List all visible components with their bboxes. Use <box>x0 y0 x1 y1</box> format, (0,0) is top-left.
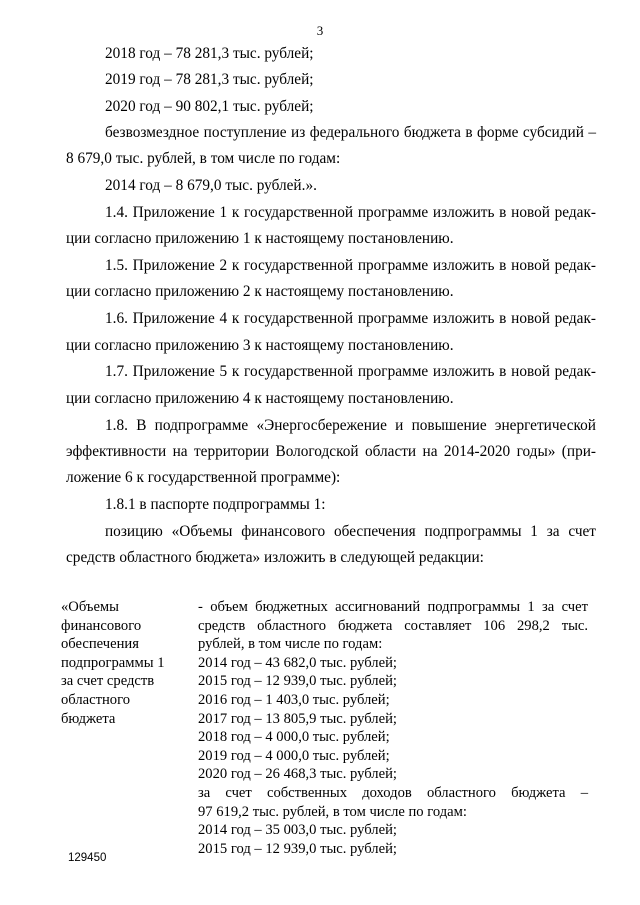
right-cell-line: 2020 год – 26 468,3 тыс. рублей; <box>198 766 397 783</box>
right-cell-line: средств областного бюджета составляет 106 298,2 тыс. <box>198 617 588 634</box>
table-right-cell <box>198 598 588 858</box>
right-cell-line: 97 619,2 тыс. рублей, в том числе по годам: <box>198 803 467 820</box>
paragraph-line: ложение 6 к государственной программе): <box>66 469 341 486</box>
paragraph-line: эффективности на территории Вологодской области на 2014-2020 годы» (при- <box>66 443 596 460</box>
right-cell-line: 2014 год – 35 003,0 тыс. рублей; <box>198 822 397 839</box>
right-cell-line: 2019 год – 4 000,0 тыс. рублей; <box>198 747 390 764</box>
paragraph-line: 2018 год – 78 281,3 тыс. рублей; <box>105 45 314 62</box>
paragraph-line: позицию «Объемы финансового обеспечения подпрограммы 1 за счет <box>105 523 596 540</box>
paragraph-line: 1.6. Приложение 4 к государственной программе изложить в новой редак- <box>105 310 596 327</box>
left-cell-line: обеспечения <box>61 636 139 653</box>
paragraph-line: 1.8. В подпрограмме «Энергосбережение и повышение энергетической <box>105 417 596 434</box>
right-cell-line: 2015 год – 12 939,0 тыс. рублей; <box>198 840 397 857</box>
right-cell-line: 2016 год – 1 403,0 тыс. рублей; <box>198 691 390 708</box>
left-cell-line: бюджета <box>61 710 116 727</box>
paragraph-line: 1.8.1 в паспорте подпрограммы 1: <box>105 496 326 513</box>
right-cell-line: 2014 год – 43 682,0 тыс. рублей; <box>198 654 397 671</box>
table-left-cell <box>61 598 189 728</box>
paragraph-line: 1.5. Приложение 2 к государственной программе изложить в новой редак- <box>105 257 596 274</box>
paragraph-line: ции согласно приложению 1 к настоящему постановлению. <box>66 230 454 247</box>
right-cell-line: 2017 год – 13 805,9 тыс. рублей; <box>198 710 397 727</box>
paragraph-line: ции согласно приложению 3 к настоящему постановлению. <box>66 337 454 354</box>
paragraph-line: ции согласно приложению 2 к настоящему постановлению. <box>66 283 454 300</box>
paragraph-line: средств областного бюджета» изложить в следующей редакции: <box>66 549 484 566</box>
left-cell-line: финансового <box>61 617 142 634</box>
paragraph-line: 2020 год – 90 802,1 тыс. рублей; <box>105 98 314 115</box>
paragraph-line: 2019 год – 78 281,3 тыс. рублей; <box>105 71 314 88</box>
left-cell-line: областного <box>61 691 130 708</box>
page-number: 3 <box>316 23 324 38</box>
left-cell-line: за счет средств <box>61 673 155 690</box>
paragraph-line: 8 679,0 тыс. рублей, в том числе по годам: <box>66 150 341 167</box>
right-cell-line: - объем бюджетных ассигнований подпрограммы 1 за счет <box>198 599 588 615</box>
paragraph-line: безвозмездное поступление из федерального бюджета в форме субсидий – <box>105 124 596 141</box>
right-cell-line: 2015 год – 12 939,0 тыс. рублей; <box>198 673 397 690</box>
paragraph-line: 2014 год – 8 679,0 тыс. рублей.». <box>105 177 317 194</box>
left-cell-line: подпрограммы 1 <box>61 654 165 671</box>
paragraph-line: 1.7. Приложение 5 к государственной программе изложить в новой редак- <box>105 363 596 380</box>
left-cell-line: «Объемы <box>61 599 119 615</box>
paragraph-line: ции согласно приложению 4 к настоящему постановлению. <box>66 390 454 407</box>
right-cell-line: за счет собственных доходов областного бюджета – <box>198 784 588 801</box>
document-code: 129450 <box>68 852 107 864</box>
right-cell-line: рублей, в том числе по годам: <box>198 636 383 653</box>
right-cell-line: 2018 год – 4 000,0 тыс. рублей; <box>198 729 390 746</box>
paragraph-line: 1.4. Приложение 1 к государственной программе изложить в новой редак- <box>105 204 596 221</box>
